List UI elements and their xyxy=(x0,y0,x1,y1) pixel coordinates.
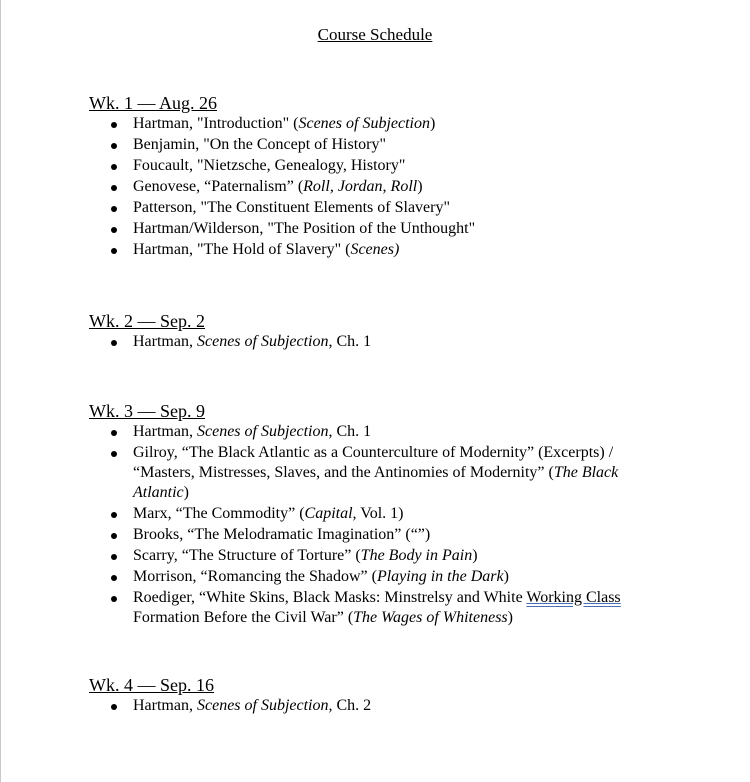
reading-text: , Ch. 1 xyxy=(328,423,372,440)
reading-list xyxy=(89,696,689,716)
reading-list xyxy=(89,114,689,260)
reading-title-italic: Scenes of Subjection, xyxy=(196,697,333,714)
reading-item xyxy=(89,696,673,716)
reading-item xyxy=(89,177,673,197)
reading-text: ) xyxy=(417,178,423,195)
reading-text: Hartman, xyxy=(133,697,197,714)
week-section xyxy=(89,311,689,353)
week-heading: Wk. 4 — Sep. 16 xyxy=(89,675,214,695)
page-left-border xyxy=(0,0,1,782)
bullet-icon xyxy=(111,451,117,457)
reading-title-italic: Scenes of Subjection xyxy=(196,333,329,350)
bullet-icon xyxy=(111,430,117,436)
reading-text: Vol. 1) xyxy=(356,505,404,522)
reading-title-italic: The Wages of Whiteness xyxy=(353,609,508,626)
reading-text: Formation Before the Civil War” ( xyxy=(133,609,354,626)
reading-list xyxy=(89,422,689,628)
reading-item xyxy=(89,135,673,155)
bullet-icon xyxy=(111,248,117,254)
bullet-icon xyxy=(111,122,117,128)
reading-title-italic: Scenes) xyxy=(350,241,400,258)
reading-title-italic: The Black Atlantic xyxy=(133,464,619,501)
reading-text: Gilroy, “The Black Atlantic as a Counterculture of Modernity” (Excerpts) / “Masters, Mistresses, Slaves, and the Antinomies of Modernity” ( xyxy=(133,444,614,481)
reading-text: Roediger, “White Skins, Black Masks: Minstrelsy and White xyxy=(133,589,527,606)
reading-text: ) xyxy=(507,609,513,626)
reading-item xyxy=(89,219,673,239)
reading-item xyxy=(89,443,673,503)
reading-text: ) xyxy=(429,115,436,132)
week-heading: Wk. 1 — Aug. 26 xyxy=(89,93,217,113)
reading-list xyxy=(89,332,689,352)
reading-text: Hartman, "Introduction" ( xyxy=(133,115,299,132)
reading-title-italic: Scenes of Subjection xyxy=(298,115,430,132)
bullet-icon xyxy=(111,512,117,518)
reading-text: Ch. 2 xyxy=(332,697,372,714)
reading-item xyxy=(89,525,673,545)
reading-text: Scarry, “The Structure of Torture” ( xyxy=(133,547,361,564)
bullet-icon xyxy=(111,554,117,560)
week-heading: Wk. 3 — Sep. 9 xyxy=(89,401,205,421)
reading-title-italic: The Body in Pain xyxy=(360,547,473,564)
reading-text: , Ch. 1 xyxy=(328,333,372,350)
reading-title-italic: Playing in the Dark xyxy=(376,568,504,585)
reading-title-italic: Roll, Jordan, Roll xyxy=(303,178,418,195)
week-section xyxy=(89,675,689,717)
reading-text: Genovese, “Paternalism” ( xyxy=(133,178,304,195)
reading-text: Hartman/Wilderson, "The Position of the Unthought" xyxy=(133,220,476,237)
bullet-icon xyxy=(111,340,117,346)
reading-text: Hartman, xyxy=(133,423,197,440)
page-title: Course Schedule xyxy=(317,25,433,44)
reading-text: Marx, “The Commodity” ( xyxy=(133,505,305,522)
bullet-icon xyxy=(111,185,117,191)
reading-text: Patterson, "The Constituent Elements of Slavery" xyxy=(133,199,451,216)
reading-item xyxy=(89,504,673,524)
bullet-icon xyxy=(111,227,117,233)
spellcheck-marked-text: Working Class xyxy=(526,589,621,606)
bullet-icon xyxy=(111,533,117,539)
bullet-icon xyxy=(111,596,117,602)
week-heading: Wk. 2 — Sep. 2 xyxy=(89,311,205,331)
reading-item xyxy=(89,588,673,628)
week-section xyxy=(89,93,689,261)
reading-item xyxy=(89,422,673,442)
reading-item xyxy=(89,546,673,566)
bullet-icon xyxy=(111,575,117,581)
reading-text: Morrison, “Romancing the Shadow” ( xyxy=(133,568,377,585)
reading-text: Brooks, “The Melodramatic Imagination” (“”) xyxy=(133,526,431,543)
bullet-icon xyxy=(111,206,117,212)
reading-text: ) xyxy=(503,568,509,585)
reading-item xyxy=(89,240,673,260)
reading-item xyxy=(89,198,673,218)
reading-text: ) xyxy=(183,484,189,501)
bullet-icon xyxy=(111,704,117,710)
bullet-icon xyxy=(111,143,117,149)
bullet-icon xyxy=(111,164,117,170)
reading-text: ) xyxy=(472,547,478,564)
reading-item xyxy=(89,567,673,587)
reading-text: Foucault, "Nietzsche, Genealogy, History" xyxy=(133,157,406,174)
reading-item xyxy=(89,114,673,134)
reading-text: Benjamin, "On the Concept of History" xyxy=(133,136,387,153)
reading-item xyxy=(89,156,673,176)
reading-item xyxy=(89,332,673,352)
reading-title-italic: Scenes of Subjection xyxy=(196,423,329,440)
week-section xyxy=(89,401,689,629)
reading-text: Hartman, "The Hold of Slavery" ( xyxy=(133,241,351,258)
reading-title-italic: Capital, xyxy=(304,505,357,522)
reading-text: Hartman, xyxy=(133,333,197,350)
